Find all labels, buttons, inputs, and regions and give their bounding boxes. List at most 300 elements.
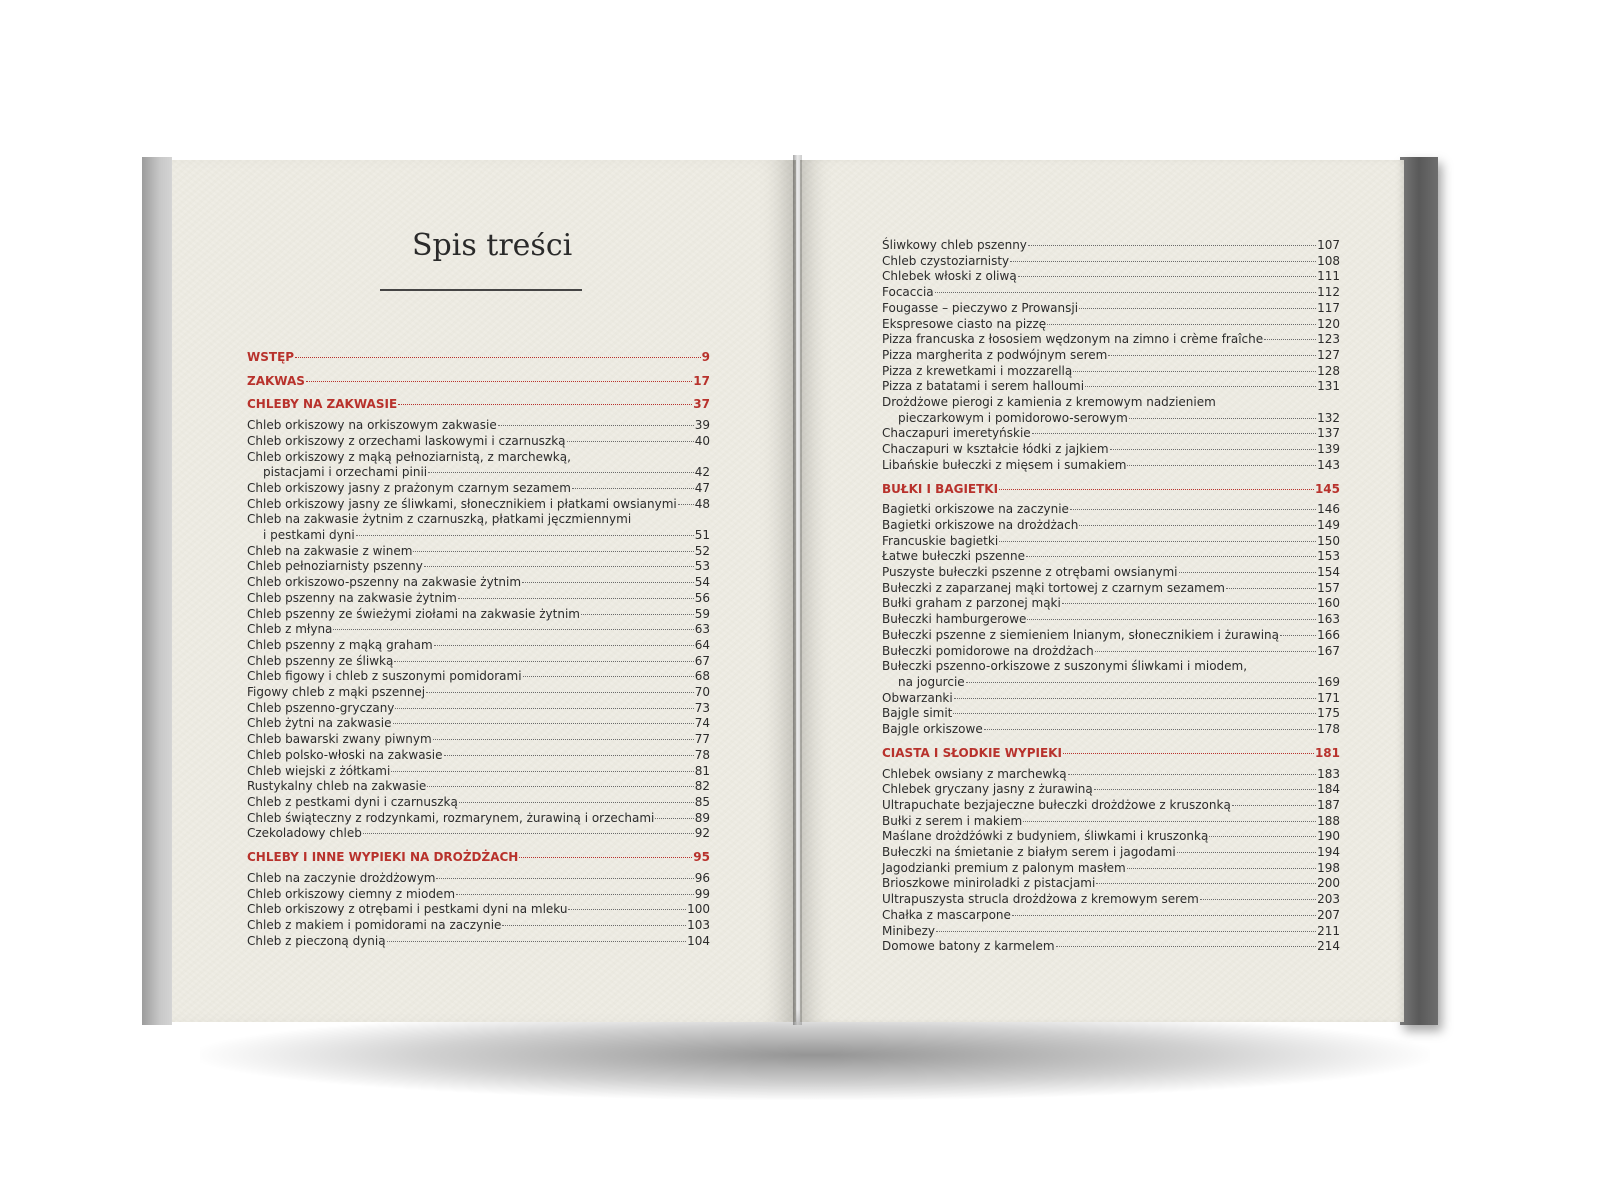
- toc-page-number: 167: [1317, 643, 1340, 658]
- dot-leader: [1032, 433, 1316, 434]
- toc-page-number: 194: [1317, 845, 1340, 860]
- toc-entry-label: Jagodzianki premium z palonym masłem: [882, 860, 1126, 875]
- toc-entry-label: Chleb pszenno-gryczany: [247, 700, 395, 715]
- toc-row: [882, 364, 1340, 380]
- toc-entry-label: Bułeczki hamburgerowe: [882, 612, 1027, 627]
- toc-entry: [247, 732, 710, 748]
- toc-entry: [882, 691, 1340, 707]
- dot-leader: [387, 941, 686, 942]
- toc-row: [247, 934, 710, 950]
- toc-entry-label: Pizza francuska z łososiem wędzonym na zimno i crème fraîche: [882, 332, 1264, 347]
- toc-entry-label: Obwarzanki: [882, 690, 953, 705]
- dot-leader: [456, 894, 694, 895]
- toc-entry-label: Chleb pełnoziarnisty pszenny: [247, 559, 423, 574]
- toc-page-number: 187: [1317, 797, 1340, 812]
- page-title: Spis treści: [412, 228, 573, 263]
- toc-entry: [882, 908, 1340, 924]
- toc-row: [247, 591, 710, 607]
- dot-leader: [1264, 339, 1316, 340]
- book-shadow: [200, 1010, 1430, 1100]
- toc-row: [247, 418, 710, 434]
- toc-entry-label: Chleb na zakwasie żytnim z czarnuszką, płatkami jęczmiennymi: [247, 512, 632, 527]
- toc-entry: [247, 701, 710, 717]
- toc-row: [247, 902, 710, 918]
- dot-leader: [1047, 324, 1316, 325]
- toc-row: [247, 701, 710, 717]
- toc-section: [247, 397, 710, 413]
- toc-entry-label: Pizza z batatami i serem halloumi: [882, 379, 1085, 394]
- toc-entry: [247, 622, 710, 638]
- toc-row: [247, 622, 710, 638]
- toc-row: [882, 924, 1340, 940]
- toc-entry-continuation: na jogurcie: [898, 674, 965, 689]
- dot-leader: [1095, 651, 1316, 652]
- dot-leader: [391, 771, 693, 772]
- toc-row: [247, 811, 710, 827]
- dot-leader: [1232, 805, 1316, 806]
- toc-section: [882, 746, 1340, 762]
- toc-row: [882, 892, 1340, 908]
- dot-leader: [424, 566, 694, 567]
- book-cover-left-edge: [142, 157, 172, 1025]
- dot-leader: [1094, 789, 1316, 790]
- dot-leader: [522, 582, 694, 583]
- toc-page-number: 183: [1317, 766, 1340, 781]
- toc-entry-label: Chlebek owsiany z marchewką: [882, 766, 1067, 781]
- toc-row: [882, 518, 1340, 534]
- toc-page-number: 47: [694, 480, 710, 495]
- toc-entry-label: Chleb z pieczoną dynią: [247, 933, 386, 948]
- toc-entry-label: Brioszkowe miniroladki z pistacjami: [882, 876, 1096, 891]
- toc-row: [247, 716, 710, 732]
- toc-entry-label: Ekspresowe ciasto na pizzę: [882, 316, 1047, 331]
- toc-entry-label: Chleb pszenny na zakwasie żytnim: [247, 590, 457, 605]
- toc-entry-label: Chleb orkiszowy z mąką pełnoziarnistą, z marchewką,: [247, 449, 571, 464]
- toc-entry: [882, 581, 1340, 597]
- dot-leader: [1096, 883, 1316, 884]
- toc-page-number: 211: [1317, 923, 1340, 938]
- toc-entry-label: Chleb figowy i chleb z suszonymi pomidorami: [247, 669, 522, 684]
- toc-entry-continuation: pistacjami i orzechami pinii: [263, 465, 428, 480]
- toc-page-number: 166: [1317, 627, 1340, 642]
- toc-entry-label: CIASTA I SŁODKIE WYPIEKI: [882, 745, 1062, 760]
- toc-entry-label: Chleb żytni na zakwasie: [247, 716, 392, 731]
- toc-row: [247, 465, 710, 481]
- toc-page-number: 149: [1317, 517, 1340, 532]
- dot-leader: [678, 504, 694, 505]
- toc-entry-label: WSTĘP: [247, 350, 295, 364]
- toc-entry-label: Chleb orkiszowy na orkiszowym zakwasie: [247, 418, 497, 433]
- dot-leader: [398, 404, 692, 405]
- toc-entry-label: Rustykalny chleb na zakwasie: [247, 779, 427, 794]
- toc-page-number: 103: [687, 917, 710, 932]
- dot-leader: [1018, 276, 1316, 277]
- dot-leader: [1027, 619, 1316, 620]
- dot-leader: [427, 786, 693, 787]
- toc-row: [882, 332, 1340, 348]
- toc-page-number: 153: [1317, 549, 1340, 564]
- dot-leader: [936, 931, 1316, 932]
- toc-list-right: [882, 238, 1340, 955]
- toc-entry-label: Czekoladowy chleb: [247, 826, 362, 841]
- toc-entry: [882, 332, 1340, 348]
- toc-entry-label: Ultrapuchate bezjajeczne bułeczki drożdżowe z kruszonką: [882, 797, 1231, 812]
- toc-entry: [247, 497, 710, 513]
- toc-row: [882, 285, 1340, 301]
- toc-row: [247, 607, 710, 623]
- dot-leader: [1028, 245, 1316, 246]
- toc-row: [882, 581, 1340, 597]
- toc-row: [882, 691, 1340, 707]
- toc-entry-label: Chleb z makiem i pomidorami na zaczynie: [247, 917, 502, 932]
- toc-entry-label: Bułki graham z parzonej mąki: [882, 596, 1061, 611]
- toc-entry-label: Drożdżowe pierogi z kamienia z kremowym nadzieniem: [882, 395, 1216, 410]
- toc-page-number: 77: [694, 732, 710, 747]
- toc-row: [882, 908, 1340, 924]
- toc-entry: [882, 722, 1340, 738]
- dot-leader: [1226, 588, 1316, 589]
- dot-leader: [935, 292, 1316, 293]
- toc-page-number: 181: [1314, 745, 1340, 760]
- dot-leader: [395, 708, 693, 709]
- dot-leader: [428, 472, 694, 473]
- toc-row: [882, 534, 1340, 550]
- dot-leader: [502, 925, 686, 926]
- toc-entry-label: CHLEBY I INNE WYPIEKI NA DROŻDŻACH: [247, 850, 519, 865]
- toc-entry: [882, 845, 1340, 861]
- toc-row: [882, 939, 1340, 955]
- toc-entry-label: Chleb na zakwasie z winem: [247, 543, 413, 558]
- toc-page-number: 81: [694, 763, 710, 778]
- toc-entry: [247, 638, 710, 654]
- toc-page-number: 107: [1317, 238, 1340, 252]
- toc-row: [882, 612, 1340, 628]
- toc-page-number: 63: [694, 622, 710, 637]
- toc-row: [882, 628, 1340, 644]
- dot-leader: [436, 878, 693, 879]
- toc-entry-label: BUŁKI I BAGIETKI: [882, 481, 999, 496]
- toc-row: [882, 317, 1340, 333]
- dot-leader: [458, 598, 694, 599]
- toc-page-number: 137: [1317, 426, 1340, 441]
- toc-entry-label: Chaczapuri w kształcie łódki z jajkiem: [882, 442, 1109, 457]
- toc-entry-label: Bułeczki na śmietanie z białym serem i jagodami: [882, 845, 1176, 860]
- toc-entry: [247, 779, 710, 795]
- title-divider: [380, 289, 582, 291]
- dot-leader: [356, 535, 694, 536]
- toc-entry: [247, 575, 710, 591]
- toc-page-number: 150: [1317, 533, 1340, 548]
- toc-row: [882, 301, 1340, 317]
- toc-entry: [882, 782, 1340, 798]
- toc-row: [247, 434, 710, 450]
- book-gutter: [793, 155, 802, 1025]
- toc-page-number: 82: [694, 779, 710, 794]
- dot-leader: [572, 488, 694, 489]
- toc-entry: [247, 685, 710, 701]
- toc-row: [247, 748, 710, 764]
- toc-page-number: 178: [1317, 722, 1340, 737]
- dot-leader: [966, 682, 1316, 683]
- toc-row: [882, 549, 1340, 565]
- toc-page-number: 117: [1317, 300, 1340, 315]
- toc-page-number: 123: [1317, 332, 1340, 347]
- toc-entry: [247, 481, 710, 497]
- dot-leader: [394, 661, 693, 662]
- toc-row: [247, 779, 710, 795]
- toc-entry: [882, 814, 1340, 830]
- toc-entry: [247, 764, 710, 780]
- toc-section: [882, 482, 1340, 498]
- dot-leader: [434, 645, 694, 646]
- dot-leader: [306, 381, 692, 382]
- dot-leader: [1068, 774, 1316, 775]
- dot-leader: [1127, 465, 1316, 466]
- toc-row: [882, 861, 1340, 877]
- toc-entry-label: Chleb pszenny ze świeżymi ziołami na zakwasie żytnim: [247, 606, 580, 621]
- toc-row: [247, 826, 710, 842]
- toc-page-number: 190: [1317, 829, 1340, 844]
- toc-page-number: 188: [1317, 813, 1340, 828]
- dot-leader: [999, 489, 1314, 490]
- toc-entry: [882, 767, 1340, 783]
- toc-page-number: 92: [694, 826, 710, 841]
- dot-leader: [1179, 572, 1317, 573]
- toc-entry-label: Domowe batony z karmelem: [882, 939, 1055, 954]
- toc-entry-label: Minibezy: [882, 923, 936, 938]
- toc-entry: [882, 612, 1340, 628]
- toc-entry: [247, 871, 710, 887]
- toc-entry-label: Chlebek włoski z oliwą: [882, 269, 1017, 284]
- toc-entry-label: Chaczapuri imeretyńskie: [882, 426, 1031, 441]
- toc-entry: [247, 450, 710, 481]
- toc-row: [882, 814, 1340, 830]
- dot-leader: [954, 698, 1316, 699]
- toc-page-number: 171: [1317, 690, 1340, 705]
- dot-leader: [1026, 556, 1316, 557]
- toc-entry: [247, 748, 710, 764]
- toc-page-number: 51: [694, 528, 710, 543]
- toc-entry-label: Bułeczki z zaparzanej mąki tortowej z czarnym sezamem: [882, 580, 1225, 595]
- toc-entry-label: Chleb orkiszowy jasny z prażonym czarnym sezamem: [247, 480, 571, 495]
- toc-page-number: 39: [694, 418, 710, 433]
- toc-entry: [247, 887, 710, 903]
- toc-entry-label: Śliwkowy chleb pszenny: [882, 238, 1027, 252]
- dot-leader: [1070, 509, 1316, 510]
- toc-entry-label: Figowy chleb z mąki pszennej: [247, 685, 426, 700]
- toc-entry: [882, 348, 1340, 364]
- toc-page-number: 160: [1317, 596, 1340, 611]
- toc-entry: [247, 716, 710, 732]
- toc-row: [247, 871, 710, 887]
- toc-row: [247, 481, 710, 497]
- toc-page-number: 154: [1317, 565, 1340, 580]
- toc-entry: [247, 918, 710, 934]
- toc-row: [882, 876, 1340, 892]
- toc-entry: [882, 829, 1340, 845]
- toc-page-number: 100: [687, 902, 710, 917]
- dot-leader: [581, 614, 694, 615]
- toc-entry-label: Pizza z krewetkami i mozzarellą: [882, 363, 1073, 378]
- toc-entry: [882, 364, 1340, 380]
- dot-leader: [413, 551, 693, 552]
- toc-entry-label: Chleb na zaczynie drożdżowym: [247, 870, 436, 885]
- toc-page-number: 132: [1317, 410, 1340, 425]
- toc-page-number: 74: [694, 716, 710, 731]
- toc-entry-continuation: pieczarkowym i pomidorowo-serowym: [898, 410, 1128, 425]
- toc-entry-label: Chleb z pestkami dyni i czarnuszką: [247, 794, 458, 809]
- toc-page-number: 128: [1317, 363, 1340, 378]
- toc-row: [882, 442, 1340, 458]
- toc-page-number: 111: [1317, 269, 1340, 284]
- toc-row: [247, 544, 710, 560]
- dot-leader: [523, 676, 694, 677]
- toc-entry-label: Chleb pszenny z mąką graham: [247, 637, 433, 652]
- toc-entry: [247, 795, 710, 811]
- toc-page-number: 54: [694, 575, 710, 590]
- toc-row: [882, 675, 1340, 691]
- toc-row: [247, 497, 710, 513]
- toc-page-number: 78: [694, 747, 710, 762]
- toc-entry: [882, 458, 1340, 474]
- toc-page-number: 139: [1317, 442, 1340, 457]
- toc-entry-label: Puszyste bułeczki pszenne z otrębami owsianymi: [882, 565, 1178, 580]
- toc-row: [882, 269, 1340, 285]
- toc-entry: [882, 861, 1340, 877]
- toc-page-number: 52: [694, 543, 710, 558]
- toc-entry: [882, 706, 1340, 722]
- toc-row: [882, 426, 1340, 442]
- toc-entry-label: Chleb orkiszowy z otrębami i pestkami dyni na mleku: [247, 902, 568, 917]
- toc-page-number: 112: [1317, 285, 1340, 300]
- toc-row: [247, 654, 710, 670]
- toc-entry: [882, 442, 1340, 458]
- dot-leader: [1209, 836, 1316, 837]
- toc-page-number: 95: [693, 850, 710, 865]
- toc-page-number: 85: [694, 794, 710, 809]
- toc-page-number: 68: [694, 669, 710, 684]
- toc-entry-label: Chleb pszenny ze śliwką: [247, 653, 394, 668]
- toc-list-left: [247, 350, 710, 949]
- toc-page-number: 146: [1317, 502, 1340, 517]
- toc-entry: [882, 659, 1340, 690]
- toc-entry: [247, 902, 710, 918]
- toc-entry: [882, 939, 1340, 955]
- toc-page-number: 42: [694, 465, 710, 480]
- dot-leader: [567, 441, 694, 442]
- toc-entry-label: Chleb czystoziarnisty: [882, 253, 1010, 268]
- toc-row: [882, 379, 1340, 395]
- toc-row: [882, 411, 1340, 427]
- toc-page-number: 17: [693, 373, 710, 388]
- toc-entry-label: Chleb polsko-włoski na zakwasie: [247, 747, 443, 762]
- toc-entry: [882, 254, 1340, 270]
- toc-page-number: 214: [1317, 939, 1340, 954]
- dot-leader: [295, 357, 701, 358]
- toc-page-number: 73: [694, 700, 710, 715]
- toc-page-number: 40: [694, 433, 710, 448]
- dot-leader: [1085, 386, 1316, 387]
- toc-entry-label: Bagietki orkiszowe na drożdżach: [882, 517, 1079, 532]
- dot-leader: [1023, 821, 1316, 822]
- toc-page-number: 56: [694, 590, 710, 605]
- toc-row: [882, 722, 1340, 738]
- dot-leader: [498, 425, 694, 426]
- dot-leader: [1079, 308, 1316, 309]
- dot-leader: [984, 729, 1316, 730]
- toc-entry: [247, 607, 710, 623]
- toc-entry: [882, 269, 1340, 285]
- toc-entry-label: Bajgle orkiszowe: [882, 722, 983, 737]
- toc-row: [882, 706, 1340, 722]
- toc-page-number: 99: [694, 886, 710, 901]
- dot-leader: [655, 818, 693, 819]
- toc-entry-label: Chleb orkiszowy ciemny z miodem: [247, 886, 456, 901]
- toc-row: [247, 764, 710, 780]
- toc-entry-label: Libańskie bułeczki z mięsem i sumakiem: [882, 457, 1127, 472]
- toc-entry-label: Ultrapuszysta strucla drożdżowa z kremowym serem: [882, 892, 1199, 907]
- toc-entry: [882, 238, 1340, 254]
- toc-entry-label: ZAKWAS: [247, 373, 305, 388]
- toc-page-number: 108: [1317, 253, 1340, 268]
- toc-entry-label: Bagietki orkiszowe na zaczynie: [882, 502, 1069, 517]
- toc-page-number: 198: [1317, 860, 1340, 875]
- toc-row: [882, 782, 1340, 798]
- toc-entry: [247, 654, 710, 670]
- toc-row: [882, 458, 1340, 474]
- toc-row: [247, 528, 710, 544]
- toc-entry-label: Chleb świąteczny z rodzynkami, rozmarynem, żurawiną i orzechami: [247, 810, 655, 825]
- toc-entry: [882, 924, 1340, 940]
- toc-row: [247, 732, 710, 748]
- toc-entry: [882, 379, 1340, 395]
- dot-leader: [1012, 915, 1316, 916]
- toc-row: [882, 348, 1340, 364]
- toc-row: [882, 746, 1340, 762]
- toc-entry-label: Łatwe bułeczki pszenne: [882, 549, 1025, 564]
- toc-entry: [882, 502, 1340, 518]
- toc-row: [247, 559, 710, 575]
- toc-row: [882, 596, 1340, 612]
- toc-entry: [247, 544, 710, 560]
- dot-leader: [1056, 946, 1317, 947]
- toc-entry-label: Focaccia: [882, 285, 934, 300]
- toc-entry-label: Chleb bawarski zwany piwnym: [247, 732, 432, 747]
- toc-page-number: 169: [1317, 674, 1340, 689]
- toc-entry-label: CHLEBY NA ZAKWASIE: [247, 397, 398, 412]
- toc-entry: [882, 395, 1340, 426]
- toc-entry: [882, 534, 1340, 550]
- toc-entry: [247, 559, 710, 575]
- toc-entry: [247, 591, 710, 607]
- toc-row: [882, 238, 1340, 254]
- toc-entry-label: Francuskie bagietki: [882, 533, 999, 548]
- toc-entry-label: Chleb orkiszowy jasny ze śliwkami, słonecznikiem i płatkami owsianymi: [247, 496, 677, 511]
- toc-page-number: 48: [694, 496, 710, 511]
- toc-row: [882, 502, 1340, 518]
- toc-entry-label: Chleb z młyna: [247, 622, 333, 637]
- toc-entry: [882, 876, 1340, 892]
- toc-entry: [247, 434, 710, 450]
- toc-entry: [247, 811, 710, 827]
- toc-entry-label: Bułeczki pszenne z siemieniem lnianym, słonecznikiem i żurawiną: [882, 627, 1279, 642]
- toc-section: [247, 850, 710, 866]
- toc-row: [247, 638, 710, 654]
- toc-page-number: 70: [694, 685, 710, 700]
- toc-row: [247, 887, 710, 903]
- toc-entry: [882, 301, 1340, 317]
- toc-row: [882, 644, 1340, 660]
